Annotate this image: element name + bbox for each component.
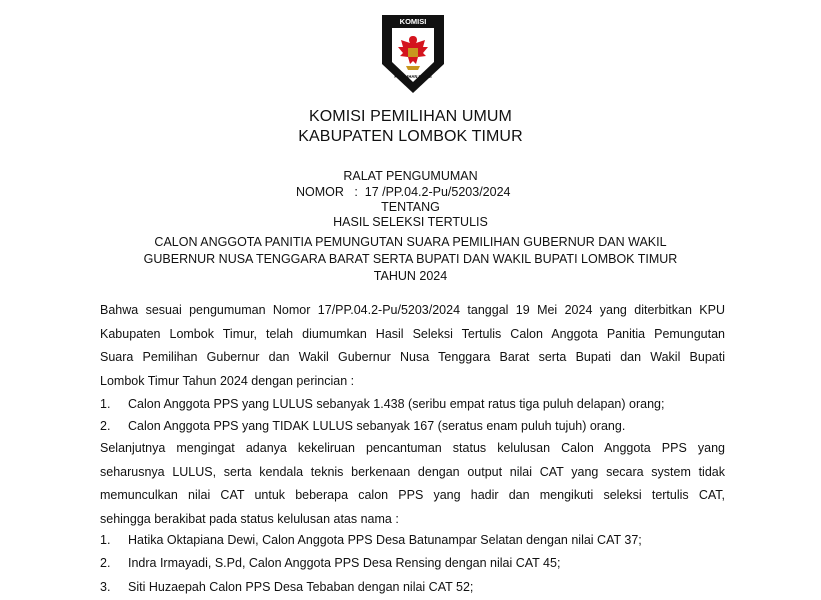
org-region: KABUPATEN LOMBOK TIMUR [298, 128, 523, 145]
paragraph-line: Bahwa sesuai pengumuman Nomor 17/PP.04.2-Pu/5203/2024 tanggal 19 Mei 2024 yang diterbitkan KPU [100, 303, 725, 317]
paragraph-line: sehingga berakibat pada status kelulusan atas nama : [100, 511, 399, 526]
paragraph-line: Kabupaten Lombok Timur, telah diumumkan Hasil Seleksi Tertulis Calon Anggota Panitia Pemungutan [100, 326, 725, 341]
paragraph-line: Suara Pemilihan Gubernur dan Wakil Gubernur Nusa Tenggara Barat serta Bupati dan Wakil Bupati [100, 350, 725, 364]
announcement-subject-2: CALON ANGGOTA PANITIA PEMUNGUTAN SUARA PEMILIHAN GUBERNUR DAN WAKIL [154, 235, 667, 249]
list-item: 1. Hatika Oktapiana Dewi, Calon Anggota PPS Desa Batunampar Selatan dengan nilai CAT 37; [100, 533, 642, 547]
list-item: 1. Calon Anggota PPS yang LULUS sebanyak 1.438 (seribu empat ratus tiga puluh delapan) orang; [100, 397, 665, 411]
announcement-subject-1: HASIL SELEKSI TERTULIS [333, 215, 488, 229]
logo-text-top: KOMISI [399, 17, 427, 26]
paragraph-line: Lombok Timur Tahun 2024 dengan perincian : [100, 373, 355, 388]
kpu-logo [379, 12, 447, 96]
announcement-subject-4: TAHUN 2024 [373, 269, 448, 283]
kpu-emblem-icon [379, 12, 447, 96]
logo-text-bottom: PEMILIHAN UMUM [394, 74, 432, 79]
announcement-number: NOMOR : 17 /PP.04.2-Pu/5203/2024 [296, 185, 511, 199]
paragraph-line: seharusnya LULUS, serta kendala teknis berkenaan dengan output nilai CAT yang secara system tidak [100, 464, 725, 479]
paragraph-correction [100, 437, 725, 531]
org-name: KOMISI PEMILIHAN UMUM [308, 108, 512, 125]
announcement-title: RALAT PENGUMUMAN [343, 169, 478, 183]
list-item: 2. Calon Anggota PPS yang TIDAK LULUS sebanyak 167 (seratus enam puluh tujuh) orang. [100, 419, 626, 433]
announcement-subject-3: GUBERNUR NUSA TENGGARA BARAT SERTA BUPATI DAN WAKIL BUPATI LOMBOK TIMUR [143, 252, 678, 266]
announcement-tentang: TENTANG [381, 200, 440, 214]
paragraph-intro [100, 299, 725, 393]
list-item: 3. Siti Huzaepah Calon PPS Desa Tebaban dengan nilai CAT 52; [100, 580, 474, 594]
paragraph-line: memunculkan nilai CAT untuk beberapa calon PPS yang hadir dan mengikuti seleksi tertulis CAT, [100, 488, 725, 502]
paragraph-line: Selanjutnya mengingat adanya kekeliruan pencantuman status kelulusan Calon Anggota PPS yang [100, 441, 725, 455]
list-item: 2. Indra Irmayadi, S.Pd, Calon Anggota PPS Desa Rensing dengan nilai CAT 45; [100, 556, 561, 570]
